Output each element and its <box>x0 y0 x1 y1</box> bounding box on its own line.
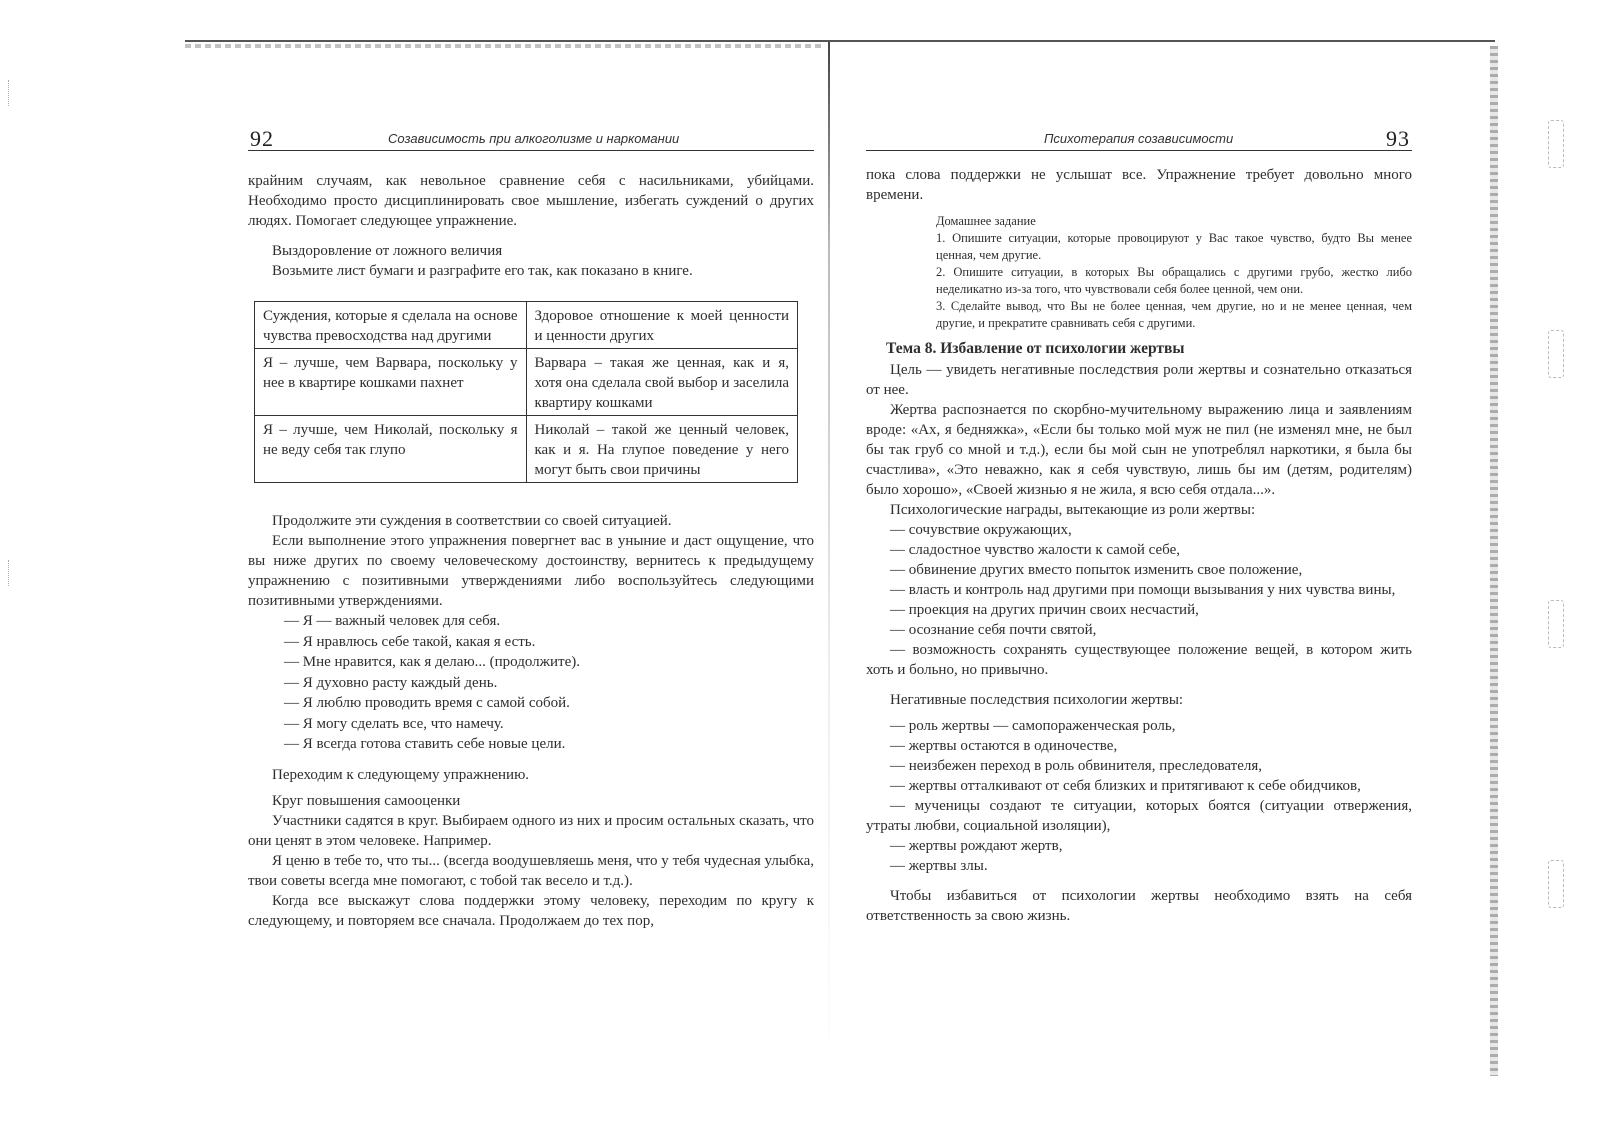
left-page <box>248 120 814 931</box>
table-cell: Николай – такой же ценный человек, как и я. На глупое поведение у него могут быть свои причины <box>526 416 798 483</box>
list-item: — сочувствие окружающих, <box>890 522 1072 538</box>
list-item: — возможность сохранять существующее положение вещей, в котором жить хоть и больно, но привычно. <box>866 642 1412 678</box>
table-cell: Я – лучше, чем Варвара, поскольку у нее в квартире кошками пахнет <box>255 349 527 416</box>
table-row <box>255 416 798 483</box>
paragraph: Участники садятся в круг. Выбираем одного из них и просим остальных сказать, что они ценят в этом человеке. Например. <box>248 812 814 849</box>
exercise-title: Круг повышения самооценки <box>272 792 461 809</box>
list-item: — Мне нравится, как я делаю... (продолжите). <box>284 654 581 670</box>
paragraph: Продолжите эти суждения в соответствии со своей ситуацией. <box>272 513 672 529</box>
table-header-row <box>255 302 798 349</box>
list-item: — жертвы злы. <box>890 858 988 874</box>
scan-artifact <box>1548 860 1564 908</box>
list-item: — сладостное чувство жалости к самой себе, <box>890 542 1181 558</box>
list-item: — Я всегда готова ставить себе новые цели. <box>284 736 566 752</box>
paragraph: Чтобы избавиться от психологии жертвы необходимо взять на себя ответственность за свою жизнь. <box>866 888 1412 924</box>
scan-artifact <box>1548 330 1564 378</box>
list-item: — обвинение других вместо попыток изменить свое положение, <box>890 562 1303 578</box>
homework-item: 3. Сделайте вывод, что Вы не более ценная, чем другие, но и не менее ценная, чем другие, и прекратите сравнивать себя с другими. <box>936 299 1412 330</box>
list-item: — Я люблю проводить время с самой собой. <box>284 695 570 711</box>
scan-artifact <box>8 560 9 586</box>
page-number: 93 <box>1386 126 1410 151</box>
paragraph: Негативные последствия психологии жертвы: <box>890 692 1184 708</box>
table-header-cell: Суждения, которые я сделала на основе чувства превосходства над другими <box>255 302 527 349</box>
paragraph: Жертва распознается по скорбно-мучительному выражению лица и заявлениям вроде: «Ах, я бедняжка», «Если бы только мой муж не пил (не изменял мне, не был бы так груб со мной и т.д.), если бы мой сын не употреблял наркотики, я была бы счастлива», «Это неважно, как я себя чувствую, лишь бы им (детям, родителям) было хорошо», «Своей жизнью я не жила, я всю себя отдала...». <box>866 402 1412 498</box>
table-cell: Варвара – такая же ценная, как и я, хотя она сделала свой выбор и заселила квартиру кошками <box>526 349 798 416</box>
paragraph: Я ценю в тебе то, что ты... (всегда воодушевляешь меня, что у тебя чудесная улыбка, твои советы всегда мне помогают, с тобой так весело и т.д.). <box>248 852 814 889</box>
table-cell: Я – лучше, чем Николай, поскольку я не веду себя так глупо <box>255 416 527 483</box>
list-item: — Я духовно расту каждый день. <box>284 674 498 691</box>
paragraph: Психологические награды, вытекающие из роли жертвы: <box>890 502 1256 518</box>
list-item: — Я могу сделать все, что намечу. <box>284 715 504 732</box>
list-item: — жертвы остаются в одиночестве, <box>890 738 1118 754</box>
list-item: — жертвы отталкивают от себя близких и притягивают к себе обидчиков, <box>890 778 1361 794</box>
table-row <box>255 349 798 416</box>
page-edge-shadow <box>1490 46 1498 1076</box>
paragraph: пока слова поддержки не услышат все. Упражнение требует довольно много времени. <box>866 167 1412 203</box>
homework-item: 2. Опишите ситуации, в которых Вы обращались с другими грубо, жестко либо неделикатно из-за того, что чувствовали себя более ценной, чем они. <box>936 265 1412 296</box>
list-item: — Я — важный человек для себя. <box>284 613 501 629</box>
list-item: — проекция на других причин своих несчастий, <box>890 602 1199 618</box>
exercise-table <box>254 301 798 483</box>
exercise-title: Выздоровление от ложного величия <box>272 243 503 259</box>
list-item: — роль жертвы — самопораженческая роль, <box>890 718 1176 734</box>
paragraph: крайним случаям, как невольное сравнение себя с насильниками, убийцами. Необходимо просто дисциплинировать свое мышление, избегать суждений о других людях. Помогает следующее упражнение. <box>248 173 814 229</box>
paragraph: Если выполнение этого упражнения повергнет вас в уныние и даст ощущение, что вы ниже других по своему человеческому достоинству, вернитесь к предыдущему упражнению с позитивными утверждениями либо воспользуйтесь следующими позитивными утверждениями. <box>248 533 814 609</box>
scan-artifact <box>8 80 9 106</box>
list-item: — жертвы рождают жертв, <box>890 838 1063 854</box>
list-item: — Я нравлюсь себе такой, какая я есть. <box>284 633 536 650</box>
list-item: — власть и контроль над другими при помощи вызывания у них чувства вины, <box>890 582 1396 598</box>
running-title: Созависимость при алкоголизме и наркомании <box>388 131 680 146</box>
list-item: — осознание себя почти святой, <box>890 622 1097 638</box>
book-gutter <box>828 42 830 1082</box>
running-title: Психотерапия созависимости <box>1044 131 1234 146</box>
homework-title: Домашнее задание <box>936 214 1036 228</box>
book-spread-top-edge <box>185 40 1495 50</box>
paragraph: Когда все выскажут слова поддержки этому человеку, переходим по кругу к следующему, и повторяем все сначала. Продолжаем до тех пор, <box>248 892 814 929</box>
paragraph: Переходим к следующему упражнению. <box>272 766 530 783</box>
list-item: — мученицы создают те ситуации, которых боятся (ситуации отвержения, утраты любви, социальной изоляции), <box>866 798 1412 834</box>
homework-item: 1. Опишите ситуации, которые провоцируют у Вас такое чувство, будто Вы менее ценная, чем другие. <box>936 231 1412 262</box>
topic-heading: Тема 8. Избавление от психологии жертвы <box>886 340 1185 357</box>
running-head <box>248 120 814 151</box>
scan-artifact <box>1548 600 1564 648</box>
list-item: — неизбежен переход в роль обвинителя, преследователя, <box>890 758 1263 774</box>
paragraph: Цель — увидеть негативные последствия роли жертвы и сознательно отказаться от нее. <box>866 362 1412 398</box>
table-header-cell: Здоровое отношение к моей ценности и ценности других <box>526 302 798 349</box>
right-page <box>866 120 1412 926</box>
running-head <box>866 120 1412 151</box>
page-number: 92 <box>250 126 274 151</box>
exercise-instruction: Возьмите лист бумаги и разграфите его так, как показано в книге. <box>272 263 693 279</box>
scan-artifact <box>1548 120 1564 168</box>
